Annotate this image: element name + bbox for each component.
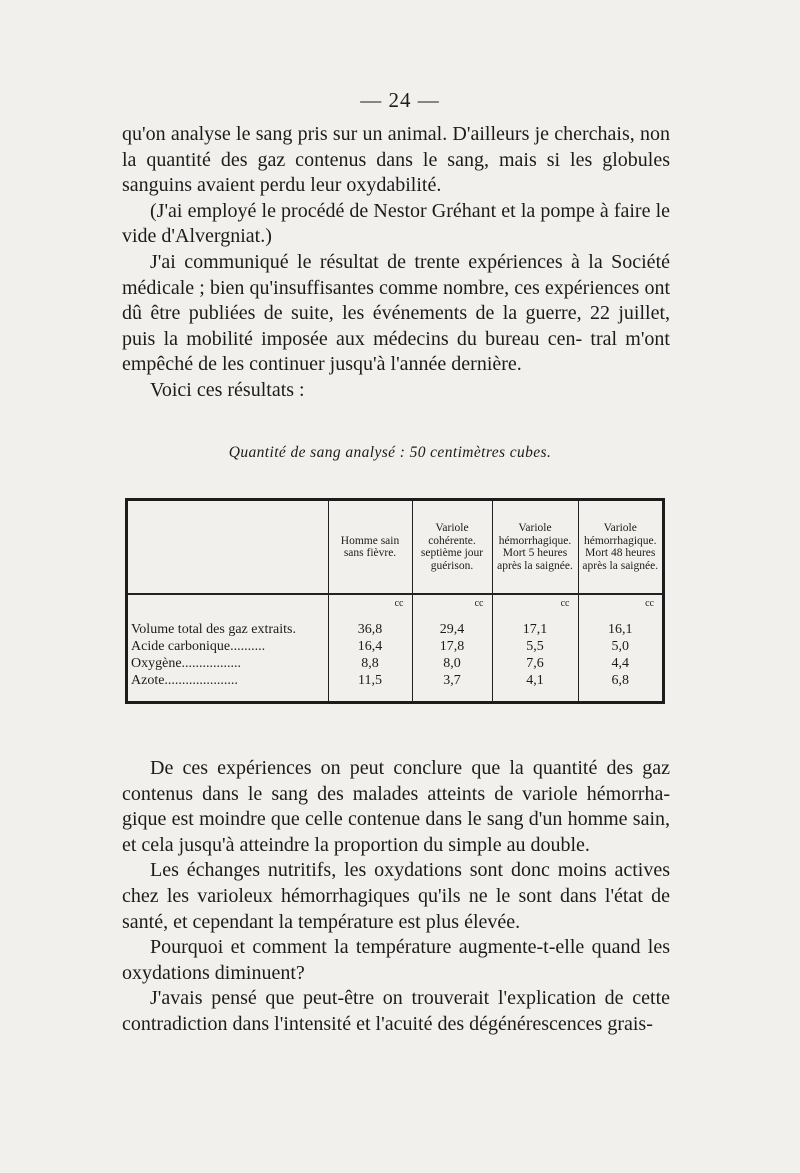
text-line: Pourquoi et comment la température augmente-t-elle quand les (150, 936, 670, 959)
table-cell: 4,1 (492, 672, 578, 689)
table-row (128, 638, 662, 655)
text-line: Voici ces résultats : (150, 378, 305, 401)
text-line: ont dû être publiées de suite, les événements de la guerre, (122, 276, 671, 325)
table-header-cell: Variole hémorrhagique. Mort 5 heures après la saignée. (492, 501, 578, 594)
table-header-cell: Variole hémorrhagique. Mort 48 heures après la saignée. (578, 501, 662, 594)
paragraph (122, 122, 670, 199)
unit-label: cc (328, 594, 412, 621)
table-cell: 29,4 (412, 621, 492, 638)
body-text-top (122, 122, 670, 404)
table-cell: 17,1 (492, 621, 578, 638)
table-cell: 11,5 (328, 672, 412, 689)
text-line: non la quantité des gaz contenus dans le sang, mais si les globules (122, 123, 671, 171)
text-line: J'avais pensé que peut-être on trouverait l'explication de cette (150, 987, 670, 1010)
unit-row (128, 594, 662, 621)
text-line: sanguins avaient perdu leur oxydabilité. (122, 174, 442, 197)
text-line: sain, et cela jusqu'à atteindre la proportion du simple au double. (122, 808, 670, 856)
text-line: santé, et cependant la température est plus élevée. (122, 910, 521, 933)
text-line: De ces expériences on peut conclure que la quantité des gaz (150, 757, 670, 779)
table-cell: 36,8 (328, 621, 412, 638)
body-text-bottom (122, 756, 670, 1038)
row-label: Oxygène................. (131, 656, 242, 671)
paragraph (122, 858, 670, 935)
paragraph (122, 199, 670, 250)
table-row (128, 621, 662, 638)
row-label: Volume total des gaz extraits. (131, 622, 296, 637)
paragraph (122, 378, 670, 404)
text-line: contradiction dans l'intensité et l'acuité des dégénérescences grais- (122, 1012, 653, 1035)
table-filler-row (128, 689, 662, 701)
paragraph (122, 986, 670, 1037)
text-line: 22 juillet, puis la mobilité imposée aux médecins du bureau cen- (122, 302, 670, 350)
table-cell: 8,8 (328, 655, 412, 672)
text-line: médicale ; bien qu'insuffisantes comme nombre, ces expériences (122, 276, 640, 299)
text-line: (J'ai employé le procédé de Nestor Gréhant et la pompe à faire (150, 199, 651, 222)
text-line: oxydations diminuent? (122, 961, 305, 984)
table-cell (128, 689, 328, 701)
paragraph (122, 756, 670, 858)
unit-label: cc (578, 594, 662, 621)
results-table (128, 501, 662, 701)
paragraph (122, 250, 670, 378)
table-cell: 4,4 (578, 655, 662, 672)
table-header-row (128, 501, 662, 594)
table-cell (578, 689, 662, 701)
unit-label: cc (492, 594, 578, 621)
table-cell: 8,0 (412, 655, 492, 672)
paragraph (122, 935, 670, 986)
table-cell: 5,0 (578, 638, 662, 655)
table-cell (128, 594, 328, 621)
table-cell (412, 689, 492, 701)
table-cell: 7,6 (492, 655, 578, 672)
table-cell: 16,1 (578, 621, 662, 638)
page-number: — 24 — (360, 88, 440, 112)
row-label: Azote..................... (131, 673, 238, 688)
results-table-frame (125, 498, 665, 704)
table-header-cell (128, 501, 328, 594)
table-cell (492, 689, 578, 701)
table-cell: 6,8 (578, 672, 662, 689)
table-cell: 5,5 (492, 638, 578, 655)
table-row (128, 655, 662, 672)
table-cell: 16,4 (328, 638, 412, 655)
table-cell (328, 689, 412, 701)
text-line: le vide d'Alvergniat.) (122, 199, 670, 248)
text-line: gique est moindre que celle contenue dans le sang d'un homme (122, 808, 628, 831)
text-line: qu'on analyse le sang pris sur un animal. D'ailleurs je cherchais, (122, 123, 635, 145)
text-line: chez les varioleux hémorrhagiques qu'ils ne le sont dans l'état de (122, 884, 670, 907)
text-line: Les échanges nutritifs, les oxydations sont donc moins actives (150, 859, 670, 882)
table-header-cell: Variole cohérente. septième jour guérison. (412, 501, 492, 594)
row-label: Acide carbonique.......... (131, 639, 266, 654)
table-caption: Quantité de sang analysé : 50 centimètres cubes. (228, 444, 552, 461)
text-line: J'ai communiqué le résultat de trente expériences à la Société (150, 250, 670, 273)
table-row (128, 672, 662, 689)
text-line: tral m'ont empêché de les continuer jusqu'à l'année dernière. (122, 327, 670, 376)
table-header-cell: Homme sain sans fièvre. (328, 501, 412, 594)
text-line: contenus dans le sang des malades atteints de variole hémorrha- (122, 782, 670, 805)
table-cell: 17,8 (412, 638, 492, 655)
table-cell: 3,7 (412, 672, 492, 689)
unit-label: cc (412, 594, 492, 621)
